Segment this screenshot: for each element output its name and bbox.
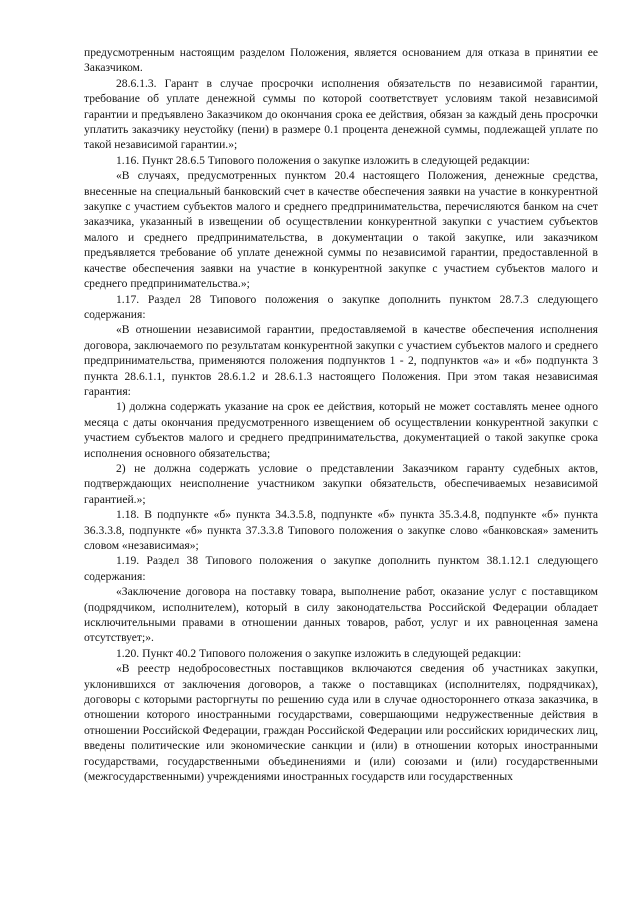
paragraph: «В реестр недобросовестных поставщиков включаются сведения об участниках закупки, уклонившихся от заключения договоров, а также о поставщиках (исполнителях, подрядчиках), договоры с которыми расторгнуты по решению суда или в случае одностороннего отказа заказчика, в отношении которого иностранными государствами, совершающими недружественные действия в отношении Российской Федерации, граждан Российской Федерации или российских юридических лиц, введены политические или экономические санкции и (или) в отношении которых иностранными государствами, государственными объединениями и (или) союзами и (или) государственными (межгосударственными) учреждениями иностранных государств или государственных xyxy=(84,662,598,784)
paragraph: «В отношении независимой гарантии, предоставляемой в качестве обеспечения исполнения договора, заключаемого по результатам конкурентной закупки с участием субъектов малого и среднего предпринимательства, применяются положения подпунктов 1 - 2, подпунктов «а» и «б» подпункта 3 пункта 28.6.1.1, пунктов 28.6.1.2 и 28.6.1.3 настоящего Положения. При этом такая независимая гарантия: xyxy=(84,323,598,398)
paragraph: предусмотренным настоящим разделом Положения, является основанием для отказа в принятии ее Заказчиком. xyxy=(84,46,598,75)
paragraph: «В случаях, предусмотренных пунктом 20.4 настоящего Положения, денежные средства, внесенные на специальный банковский счет в качестве обеспечения заявки на участие в конкурентной закупке с участием субъектов малого и среднего предпринимательства, перечисляются банком на счет заказчика, указанный в извещении об осуществлении конкурентной закупки с участием субъектов малого и среднего предпринимательства, в документации о такой закупке, или заказчиком предъявляется требование об уплате денежной суммы по независимой гарантии, предоставленной в качестве обеспечения заявки на участие в конкурентной закупке с участием субъектов малого и среднего предпринимательства.»; xyxy=(84,169,598,291)
paragraph: 1.17. Раздел 28 Типового положения о закупке дополнить пунктом 28.7.3 следующего содержания: xyxy=(84,292,598,321)
paragraph: 28.6.1.3. Гарант в случае просрочки исполнения обязательств по независимой гарантии, требование об уплате денежной суммы по которой соответствует условиям такой независимой гарантии и предъявлено Заказчиком до окончания срока ее действия, обязан за каждый день просрочки уплатить заказчику неустойку (пени) в размере 0.1 процента денежной суммы, подлежащей уплате по такой независимой гарантии.»; xyxy=(84,76,598,152)
paragraph: 1) должна содержать указание на срок ее действия, который не может составлять менее одного месяца с даты окончания предусмотренного извещением об осуществлении конкурентной закупки с участием субъектов малого и среднего предпринимательства, документацией о такой закупке срока исполнения основного обязательства; xyxy=(84,400,598,460)
paragraph: 1.19. Раздел 38 Типового положения о закупке дополнить пунктом 38.1.12.1 следующего содержания: xyxy=(84,554,598,583)
paragraph: 1.20. Пункт 40.2 Типового положения о закупке изложить в следующей редакции: xyxy=(116,646,522,660)
paragraph: 1.16. Пункт 28.6.5 Типового положения о закупке изложить в следующей редакции: xyxy=(116,153,530,167)
paragraph: 1.18. В подпункте «б» пункта 34.3.5.8, подпункте «б» пункта 35.3.4.8, подпункте «б» пункта 36.3.3.8, подпункте «б» пункта 37.3.3.8 Типового положения о закупке слово «банковская» заменить словом «независимая»; xyxy=(84,508,598,552)
document-body xyxy=(84,45,598,785)
paragraph: 2) не должна содержать условие о представлении Заказчиком гаранту судебных актов, подтверждающих неисполнение участником закупки обязательств, обеспечиваемых независимой гарантией.»; xyxy=(84,461,598,506)
paragraph: «Заключение договора на поставку товара, выполнение работ, оказание услуг с поставщиком (подрядчиком, исполнителем), который в силу законодательства Российской Федерации обладает исключительными правами в отношении данных товаров, работ, услуг и их равноценная замена отсутствует;». xyxy=(84,585,598,645)
